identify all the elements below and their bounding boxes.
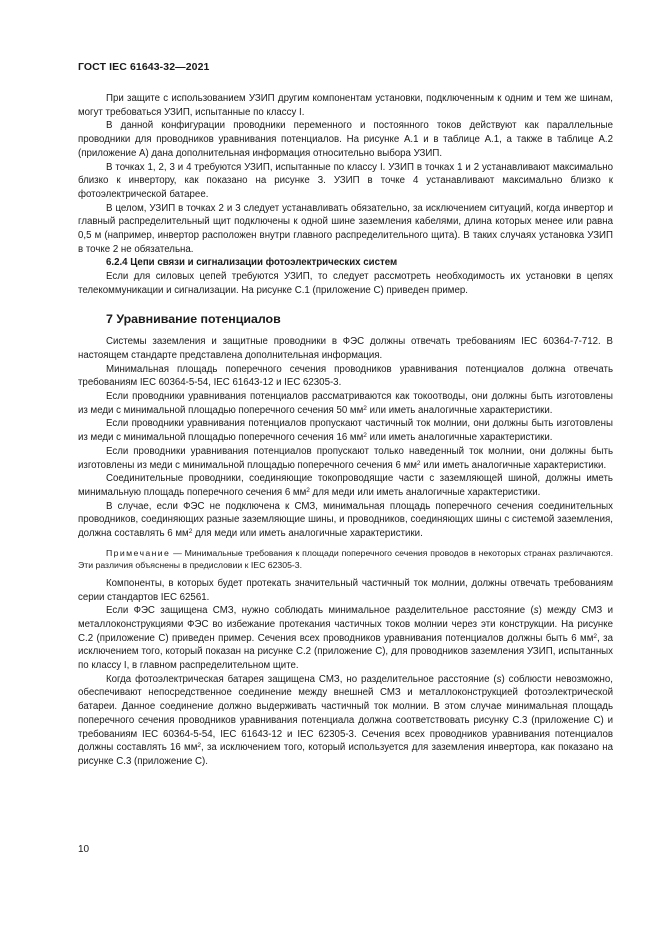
superscript: 2: [306, 486, 310, 494]
note-text: — Минимальные требования к площади поперечного сечения проводов в некоторых странах различаются. Эти различия объяснены в предисловии к IEC 62305-3.: [78, 547, 613, 570]
superscript: 2: [197, 742, 201, 750]
text-run: для меди или иметь аналогичные характеристики.: [309, 486, 541, 498]
superscript: 2: [188, 528, 193, 536]
paragraph: При защите с использованием УЗИП другим компонентам установки, подключенным к одним и тем же шинам, могут требоваться УЗИП, испытанные по классу I.: [78, 93, 613, 118]
note: [78, 547, 613, 571]
paragraph: В данной конфигурации проводники переменного и постоянного токов действуют как параллельные проводники для проводников уравнивания потенциалов. На рисунке A.1 и в таблице A.1, а также в таблице A.2 (приложение A) дана дополнительная информация относительно выбора УЗИП.: [78, 120, 613, 159]
text-run: Когда фотоэлектрическая батарея защищена СМЗ, но разделительное расстояние (: [106, 673, 497, 685]
paragraph: В точках 1, 2, 3 и 4 требуются УЗИП, испытанные по классу I. УЗИП в точках 1 и 2 устанавливают максимально близко к инвертору, как показано на рисунке 3. УЗИП в точке 4 устанавливают максимально близко к фотоэлектрической батарее.: [78, 161, 613, 200]
superscript: 2: [416, 459, 421, 467]
note-label: Примечание: [106, 547, 171, 558]
text-run: В случае, если ФЭС не подключена к СМЗ, минимальная площадь поперечного сечения соединительных проводников, соединяющих разные заземляющие шины, и проводников, соединяющих шины с системой заземления, должна составлять 6 мм: [78, 500, 613, 540]
text-run: или иметь аналогичные характеристики.: [366, 432, 553, 444]
text-run: или иметь аналогичные характеристики.: [420, 459, 607, 471]
paragraph: Минимальная площадь поперечного сечения проводников уравнивания потенциалов должна отвечать требованиям IEC 60364-5-54, IEC 61643-12 и IEC 62305-3.: [78, 363, 613, 389]
page-body: [78, 92, 613, 769]
text-run: или иметь аналогичные характеристики.: [366, 404, 553, 416]
superscript: 2: [363, 404, 367, 412]
text-run: Если проводники уравнивания потенциалов рассматриваются как токоотводы, они должны быть изготовлены из меди с минимальной площадью поперечного сечения 50 мм: [78, 391, 613, 416]
paragraph: [78, 472, 613, 499]
standard-header: ГОСТ IEC 61643-32—2021: [78, 61, 210, 73]
text-run: ) между СМЗ и металлоконструкциями ФЭС во избежание протекания частичных токов молнии через эти конструкции. На рисунке C.2 (приложение C) приведен пример. Сечения всех проводников уравнивания потенциалов должны быть 6 мм: [78, 605, 613, 644]
section-title: 7 Уравнивание потенциалов: [106, 311, 281, 326]
text-run: Если проводники уравнивания потенциалов пропускают только наведенный ток молнии, они должны быть изготовлены из меди с минимальной площадью поперечного сечения 6 мм: [78, 445, 613, 471]
text-run: , за исключением того, который используется для заземления инвертора, как показано на рисунке C.3 (приложение C).: [78, 742, 613, 767]
superscript: 2: [593, 632, 598, 640]
paragraph: [78, 390, 613, 417]
superscript: 2: [363, 432, 367, 440]
text-run: Если проводники уравнивания потенциалов пропускают частичный ток молнии, они должны быть изготовлены из меди с минимальной площадью поперечного сечения 16 мм: [78, 418, 613, 444]
paragraph: [78, 500, 613, 541]
paragraph: [78, 604, 613, 673]
subsection-heading: 6.2.4 Цепи связи и сигнализации фотоэлектрических систем: [106, 257, 398, 269]
text-run: Если ФЭС защищена СМЗ, нужно соблюдать минимальное разделительное расстояние (: [106, 605, 534, 617]
text-run: , за исключением того, который показан на рисунке C.2 (приложение C), для проводников заземления УЗИП, испытанных по классу I, в главном распределительном щите.: [78, 632, 614, 672]
italic-symbol: s: [533, 605, 539, 617]
page-number: 10: [78, 844, 90, 855]
paragraph: Если для силовых цепей требуются УЗИП, то следует рассмотреть необходимость их установки в цепях телекоммуникации и сигнализации. На рисунке C.1 (приложение C) приведен пример.: [78, 271, 613, 296]
text-run: ) соблюсти невозможно, обеспечивают непосредственное соединение между внешней СМЗ и металлоконструкцией фотоэлектрической батареи. Данное соединение должно выдерживать частичный ток молнии. В этом случае минимальная площадь поперечного сечения проводников уравнивания потенциала должна соответствовать рисунку C.3 (приложение C) и требованиям IEC 60364-5-54, IEC 61643-12 и IEC 62305-3. Сечения всех проводников уравнивания потенциалов должны составлять 16 мм: [78, 673, 613, 754]
paragraph: [78, 445, 613, 472]
paragraph: Системы заземления и защитные проводники в ФЭС должны отвечать требованиям IEC 60364-7-712. В настоящем стандарте представлена дополнительная информация.: [78, 336, 613, 361]
paragraph: В целом, УЗИП в точках 2 и 3 следует устанавливать обязательно, за исключением ситуаций, когда инвертор и главный распределительный щит подключены к одной шине заземления кабелями, длина которых менее или равна 0,5 м (например, инвертор расположен внутри главного распределительного щита). В таких случаях установка УЗИП в точке 2 не обязательна.: [78, 202, 613, 255]
paragraph: [78, 417, 613, 444]
text-run: Соединительные проводники, соединяющие токопроводящие части с заземляющей шиной, должны иметь минимальную площадь поперечного сечения 6 мм: [78, 473, 613, 498]
italic-symbol: s: [496, 673, 502, 685]
text-run: для меди или иметь аналогичные характеристики.: [192, 528, 423, 540]
paragraph: [78, 673, 613, 769]
paragraph: Компоненты, в которых будет протекать значительный частичный ток молнии, должны отвечать требованиям серии стандартов IEC 62561.: [78, 577, 613, 603]
